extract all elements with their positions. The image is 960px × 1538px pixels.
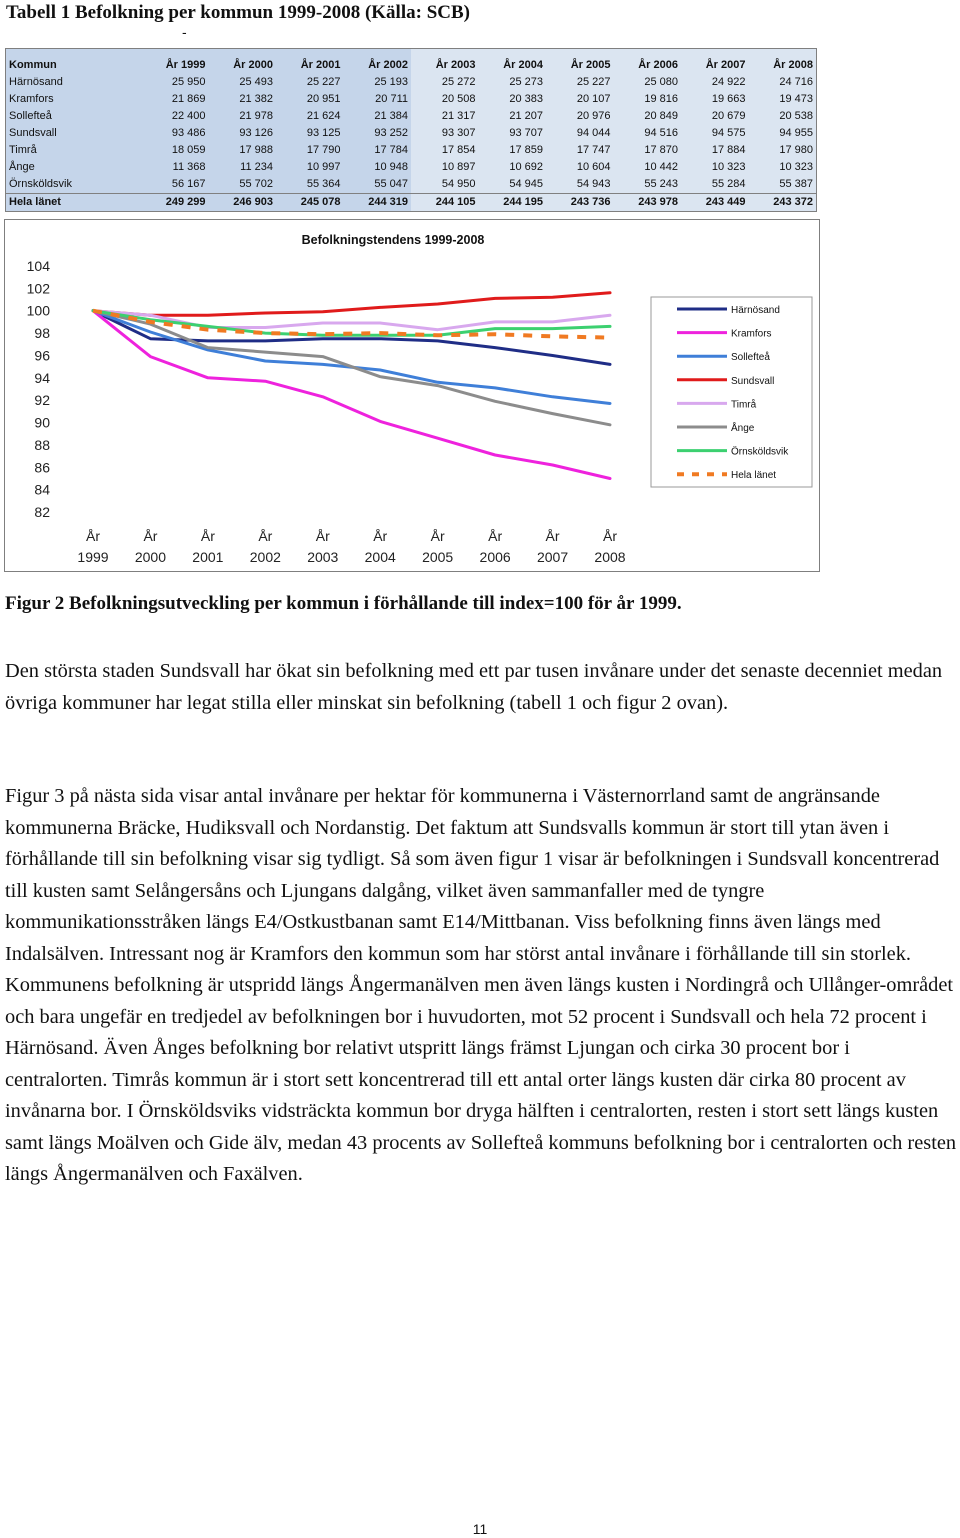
- population-cell: 17 988: [209, 142, 277, 159]
- population-cell: 54 943: [546, 176, 614, 194]
- paragraph-2: Figur 3 på nästa sida visar antal invånare per hektar för kommunerna i Västernorrland samt de angränsande kommunerna Bräcke, Hudiksvall och Nordanstig. Det faktum att Sundsvalls kommun är stort till ytan även i förhållande till sin befolkning visar sig tydligt. Så som även figur 1 visar är befolkningen i Sundsvall koncentrerad till kusten samt Selångersåns och Ljungans dalgång, vilket även sammanfaller med de tyngre kommunikationsstråken längs E4/Ostkustbanan samt E14/Mittbanan. Viss befolkning finns även längs med Indalsälven. Intressant nog är Kramfors den kommun som har störst antal invånare i förhållande till sin storlek. Kommunens befolkning är utspridd längs Ångermanälven men även längs kusten i Nordingrå och Ullånger-området och bara ungefär en tredjedel av befolkningen bor i huvudorten, mot 52 procent i Sundsvall och hela 72 procent i Härnösand. Även Ånges befolkning bor relativt utspritt längs främst Ljungan och cirka 30 procent bor i centralorten. Timrås kommun är i stort sett koncentrerad till ett antal orter längs kusten där cirka 80 procent av invånarna bor. I Örnsköldsviks vidsträckta kommun bor dryga hälften i centralorten, resten i stort sett längs kusten samt längs Moälven och Gide älv, medan 43 procents av Sollefteå kommuns befolkning bor i centralorten och resten längs Ångermanälven och Faxälven.: [5, 785, 957, 1185]
- population-cell: 17 784: [344, 142, 412, 159]
- y-tick-label: 92: [34, 392, 50, 409]
- municipality-name: Kramfors: [6, 91, 141, 108]
- population-cell: 20 538: [749, 108, 817, 125]
- population-cell: 10 692: [479, 159, 547, 176]
- chart-frame: [4, 219, 820, 572]
- y-tick-label: 102: [26, 280, 50, 297]
- table-row: [6, 74, 816, 91]
- population-cell: 25 193: [344, 74, 412, 91]
- population-cell: 25 273: [479, 74, 547, 91]
- population-cell: 244 319: [344, 193, 412, 211]
- table-row: [6, 159, 816, 176]
- header-year: År 2006: [614, 49, 682, 74]
- population-cell: 21 317: [411, 108, 479, 125]
- legend-label: Sollefteå: [731, 352, 770, 364]
- x-tick-label: År 2001: [192, 528, 224, 565]
- y-tick-label: 96: [34, 347, 50, 364]
- population-cell: 20 711: [344, 91, 412, 108]
- header-year: År 1999: [141, 49, 209, 74]
- population-table: [6, 49, 816, 211]
- population-cell: 243 736: [546, 193, 614, 211]
- y-tick-label: 94: [34, 369, 50, 386]
- population-cell: 93 486: [141, 125, 209, 142]
- population-cell: 56 167: [141, 176, 209, 194]
- population-cell: 93 252: [344, 125, 412, 142]
- population-cell: 94 516: [614, 125, 682, 142]
- municipality-name: Örnsköldsvik: [6, 176, 141, 194]
- population-cell: 246 903: [209, 193, 277, 211]
- page-number: 11: [472, 1521, 488, 1537]
- population-cell: 11 368: [141, 159, 209, 176]
- x-tick-label: År 2002: [249, 528, 281, 565]
- population-cell: 25 493: [209, 74, 277, 91]
- caption-mark: -: [182, 24, 187, 40]
- x-tick-label: År 2000: [134, 528, 167, 565]
- population-trend-chart: [5, 220, 819, 571]
- population-cell: 94 575: [681, 125, 749, 142]
- population-cell: 20 679: [681, 108, 749, 125]
- population-cell: 55 702: [209, 176, 277, 194]
- population-cell: 17 790: [276, 142, 344, 159]
- legend-label: Kramfors: [731, 328, 772, 340]
- population-cell: 55 284: [681, 176, 749, 194]
- population-cell: 20 951: [276, 91, 344, 108]
- y-tick-label: 86: [34, 459, 50, 476]
- population-cell: 20 849: [614, 108, 682, 125]
- population-cell: 11 234: [209, 159, 277, 176]
- table-header-row: [6, 49, 816, 74]
- header-kommun: Kommun: [6, 49, 141, 74]
- population-cell: 18 059: [141, 142, 209, 159]
- population-cell: 20 976: [546, 108, 614, 125]
- figure-caption: Figur 2 Befolkningsutveckling per kommun i förhållande till index=100 för år 1999.: [5, 593, 682, 614]
- population-cell: 94 955: [749, 125, 817, 142]
- chart-legend: [651, 297, 812, 487]
- population-cell: 10 323: [749, 159, 817, 176]
- table-row: [6, 125, 816, 142]
- population-cell: 21 382: [209, 91, 277, 108]
- series-line: [93, 311, 610, 330]
- table-row: [6, 176, 816, 194]
- population-cell: 25 272: [411, 74, 479, 91]
- population-cell: 17 747: [546, 142, 614, 159]
- legend-label: Sundsvall: [731, 375, 775, 387]
- header-year: År 2007: [681, 49, 749, 74]
- table-total-row: [6, 193, 816, 211]
- population-cell: 24 716: [749, 74, 817, 91]
- population-cell: 17 884: [681, 142, 749, 159]
- legend-label: Örnsköldsvik: [731, 446, 789, 458]
- population-cell: 55 364: [276, 176, 344, 194]
- x-tick-label: År 2007: [536, 528, 569, 565]
- y-tick-label: 90: [34, 414, 50, 431]
- population-cell: 25 227: [276, 74, 344, 91]
- x-tick-label: År 2004: [364, 528, 396, 565]
- population-cell: 17 859: [479, 142, 547, 159]
- population-cell: 20 383: [479, 91, 547, 108]
- header-year: År 2000: [209, 49, 277, 74]
- population-cell: 21 869: [141, 91, 209, 108]
- population-cell: 245 078: [276, 193, 344, 211]
- population-cell: 10 897: [411, 159, 479, 176]
- population-cell: 20 508: [411, 91, 479, 108]
- x-tick-label: År 2005: [422, 528, 454, 565]
- population-cell: 10 604: [546, 159, 614, 176]
- municipality-name: Ånge: [6, 159, 141, 176]
- chart-title: Befolkningstendens 1999-2008: [301, 233, 485, 247]
- municipality-name: Sundsvall: [6, 125, 141, 142]
- header-year: År 2001: [276, 49, 344, 74]
- x-axis: [77, 528, 625, 565]
- municipality-name: Härnösand: [6, 74, 141, 91]
- y-axis: [27, 258, 51, 520]
- population-cell: 94 044: [546, 125, 614, 142]
- legend-label: Ånge: [731, 423, 755, 434]
- table-row: [6, 91, 816, 108]
- series-line: [93, 293, 610, 315]
- population-cell: 21 207: [479, 108, 547, 125]
- y-tick-label: 82: [34, 504, 50, 520]
- population-cell: 93 126: [209, 125, 277, 142]
- header-year: År 2003: [411, 49, 479, 74]
- x-tick-label: År 1999: [77, 528, 109, 565]
- population-cell: 21 978: [209, 108, 277, 125]
- y-tick-label: 98: [34, 325, 50, 342]
- series-layer: [93, 293, 610, 479]
- population-cell: 17 870: [614, 142, 682, 159]
- population-cell: 93 707: [479, 125, 547, 142]
- population-cell: 249 299: [141, 193, 209, 211]
- population-cell: 17 854: [411, 142, 479, 159]
- x-tick-label: År 2008: [594, 528, 626, 565]
- population-cell: 10 997: [276, 159, 344, 176]
- population-cell: 244 195: [479, 193, 547, 211]
- population-cell: 19 663: [681, 91, 749, 108]
- header-year: År 2008: [749, 49, 817, 74]
- population-cell: 243 372: [749, 193, 817, 211]
- table-row: [6, 142, 816, 159]
- population-cell: 55 387: [749, 176, 817, 194]
- population-cell: 19 816: [614, 91, 682, 108]
- table-row: [6, 108, 816, 125]
- municipality-name: Sollefteå: [6, 108, 141, 125]
- paragraph-1: Den största staden Sundsvall har ökat sin befolkning med ett par tusen invånare under det senaste decenniet medan övriga kommuner har legat stilla eller minskat sin befolkning (tabell 1 och figur 2 ovan).: [5, 660, 943, 714]
- population-cell: 243 978: [614, 193, 682, 211]
- population-cell: 55 047: [344, 176, 412, 194]
- population-cell: 17 980: [749, 142, 817, 159]
- population-cell: 10 442: [614, 159, 682, 176]
- population-cell: 21 384: [344, 108, 412, 125]
- population-cell: 24 922: [681, 74, 749, 91]
- y-tick-label: 88: [34, 436, 50, 453]
- population-cell: 93 307: [411, 125, 479, 142]
- legend-label: Timrå: [731, 399, 757, 411]
- population-cell: 22 400: [141, 108, 209, 125]
- y-tick-label: 84: [34, 481, 50, 498]
- municipality-name: Hela länet: [6, 193, 141, 211]
- legend-label: Hela länet: [731, 470, 777, 482]
- table-caption: Tabell 1 Befolkning per kommun 1999-2008 (Källa: SCB): [6, 2, 470, 23]
- population-cell: 54 945: [479, 176, 547, 194]
- population-cell: 54 950: [411, 176, 479, 194]
- x-tick-label: År 2003: [307, 528, 339, 565]
- legend-box: [651, 297, 812, 487]
- population-cell: 20 107: [546, 91, 614, 108]
- legend-label: Härnösand: [731, 305, 780, 316]
- header-year: År 2002: [344, 49, 412, 74]
- y-tick-label: 100: [26, 302, 50, 319]
- population-cell: 25 227: [546, 74, 614, 91]
- population-cell: 19 473: [749, 91, 817, 108]
- population-cell: 55 243: [614, 176, 682, 194]
- population-cell: 10 948: [344, 159, 412, 176]
- header-year: År 2005: [546, 49, 614, 74]
- population-cell: 25 080: [614, 74, 682, 91]
- x-tick-label: År 2006: [479, 528, 511, 565]
- y-tick-label: 104: [26, 258, 50, 274]
- population-cell: 93 125: [276, 125, 344, 142]
- municipality-name: Timrå: [6, 142, 141, 159]
- population-table-frame: [5, 48, 817, 212]
- population-cell: 10 323: [681, 159, 749, 176]
- population-cell: 21 624: [276, 108, 344, 125]
- population-cell: 243 449: [681, 193, 749, 211]
- population-cell: 244 105: [411, 193, 479, 211]
- header-year: År 2004: [479, 49, 547, 74]
- population-cell: 25 950: [141, 74, 209, 91]
